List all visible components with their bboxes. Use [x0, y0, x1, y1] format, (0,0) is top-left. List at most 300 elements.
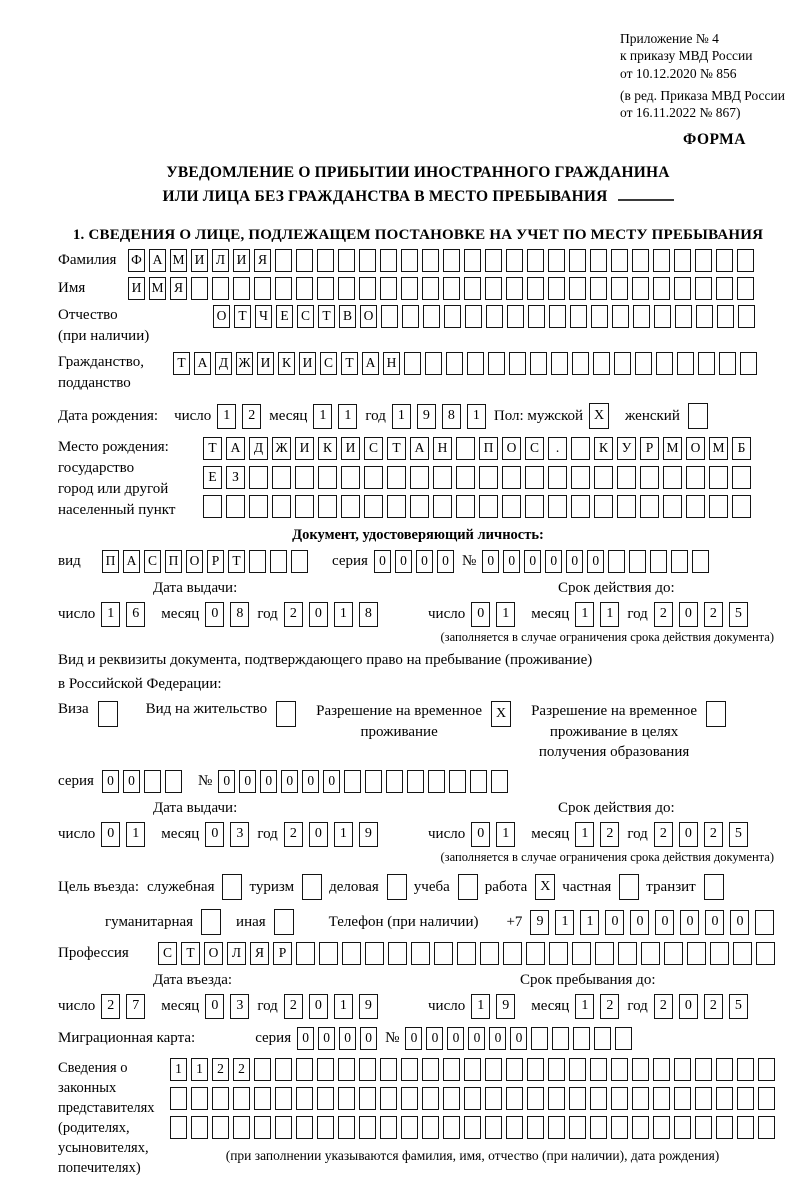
char-cell[interactable]: 0	[468, 1027, 485, 1050]
char-cell[interactable]: 1	[575, 994, 594, 1019]
char-cell[interactable]	[212, 277, 229, 300]
char-cell[interactable]	[611, 1087, 628, 1110]
char-cell[interactable]	[709, 466, 728, 489]
char-cell[interactable]: 0	[297, 1027, 314, 1050]
char-cell[interactable]	[479, 495, 498, 518]
char-cell[interactable]: 1	[392, 404, 411, 429]
char-cell[interactable]	[486, 305, 503, 328]
char-cell[interactable]: 0	[482, 550, 499, 573]
char-cell[interactable]: 0	[510, 1027, 527, 1050]
char-cell[interactable]	[464, 1087, 481, 1110]
char-cell[interactable]: М	[149, 277, 166, 300]
char-cell[interactable]	[456, 466, 475, 489]
char-cell[interactable]: С	[525, 437, 544, 460]
char-cell[interactable]	[338, 277, 355, 300]
char-cell[interactable]: 0	[339, 1027, 356, 1050]
char-cell[interactable]: 5	[729, 822, 748, 847]
char-cell[interactable]	[344, 770, 361, 793]
char-cell[interactable]	[696, 305, 713, 328]
char-cell[interactable]	[443, 1058, 460, 1081]
char-cell[interactable]: 2	[284, 822, 303, 847]
char-cell[interactable]: Т	[173, 352, 190, 375]
char-cell[interactable]: 9	[359, 994, 378, 1019]
char-cell[interactable]: 0	[205, 994, 224, 1019]
char-cell[interactable]	[317, 1087, 334, 1110]
char-cell[interactable]	[434, 942, 453, 965]
char-cell[interactable]	[531, 1027, 548, 1050]
char-cell[interactable]	[594, 495, 613, 518]
char-cell[interactable]	[548, 249, 565, 272]
char-cell[interactable]	[319, 942, 338, 965]
char-cell[interactable]	[719, 352, 736, 375]
char-cell[interactable]: Ч	[255, 305, 272, 328]
char-cell[interactable]	[422, 1087, 439, 1110]
char-cell[interactable]	[423, 305, 440, 328]
char-cell[interactable]: 1	[334, 994, 353, 1019]
purpose-humanitarian-checkbox[interactable]	[201, 909, 221, 935]
char-cell[interactable]	[443, 1116, 460, 1139]
char-cell[interactable]: 1	[334, 602, 353, 627]
char-cell[interactable]: 0	[426, 1027, 443, 1050]
char-cell[interactable]: 5	[729, 994, 748, 1019]
char-cell[interactable]	[170, 1116, 187, 1139]
char-cell[interactable]	[506, 249, 523, 272]
char-cell[interactable]	[569, 249, 586, 272]
char-cell[interactable]	[386, 770, 403, 793]
char-cell[interactable]	[479, 466, 498, 489]
char-cell[interactable]	[569, 1116, 586, 1139]
char-cell[interactable]: 8	[442, 404, 461, 429]
char-cell[interactable]	[629, 550, 646, 573]
char-cell[interactable]: К	[318, 437, 337, 460]
char-cell[interactable]	[359, 277, 376, 300]
purpose-commercial-checkbox[interactable]	[387, 874, 407, 900]
char-cell[interactable]: 2	[600, 994, 619, 1019]
char-cell[interactable]	[755, 910, 774, 935]
char-cell[interactable]: 0	[323, 770, 340, 793]
char-cell[interactable]	[338, 1058, 355, 1081]
char-cell[interactable]	[401, 277, 418, 300]
char-cell[interactable]: 0	[447, 1027, 464, 1050]
char-cell[interactable]: О	[204, 942, 223, 965]
char-cell[interactable]	[254, 1087, 271, 1110]
char-cell[interactable]: 0	[281, 770, 298, 793]
char-cell[interactable]	[527, 277, 544, 300]
char-cell[interactable]	[270, 550, 287, 573]
char-cell[interactable]: 8	[359, 602, 378, 627]
char-cell[interactable]	[571, 466, 590, 489]
char-cell[interactable]	[233, 1116, 250, 1139]
char-cell[interactable]	[709, 495, 728, 518]
char-cell[interactable]	[710, 942, 729, 965]
char-cell[interactable]: Т	[181, 942, 200, 965]
char-cell[interactable]: Е	[203, 466, 222, 489]
char-cell[interactable]	[530, 352, 547, 375]
char-cell[interactable]: М	[663, 437, 682, 460]
char-cell[interactable]: 1	[575, 822, 594, 847]
char-cell[interactable]	[717, 305, 734, 328]
char-cell[interactable]: 0	[302, 770, 319, 793]
char-cell[interactable]	[422, 1116, 439, 1139]
char-cell[interactable]	[692, 550, 709, 573]
char-cell[interactable]	[275, 277, 292, 300]
char-cell[interactable]: 1	[338, 404, 357, 429]
char-cell[interactable]	[758, 1087, 775, 1110]
char-cell[interactable]: И	[233, 249, 250, 272]
char-cell[interactable]: 2	[284, 602, 303, 627]
char-cell[interactable]	[654, 305, 671, 328]
char-cell[interactable]: Т	[318, 305, 335, 328]
char-cell[interactable]: 2	[704, 822, 723, 847]
char-cell[interactable]	[653, 1058, 670, 1081]
char-cell[interactable]: Т	[341, 352, 358, 375]
char-cell[interactable]	[525, 466, 544, 489]
char-cell[interactable]: С	[364, 437, 383, 460]
char-cell[interactable]	[686, 466, 705, 489]
purpose-private-checkbox[interactable]	[619, 874, 639, 900]
char-cell[interactable]	[548, 1087, 565, 1110]
purpose-transit-checkbox[interactable]	[704, 874, 724, 900]
char-cell[interactable]	[738, 305, 755, 328]
char-cell[interactable]	[275, 1087, 292, 1110]
char-cell[interactable]: Р	[207, 550, 224, 573]
char-cell[interactable]: 0	[374, 550, 391, 573]
char-cell[interactable]: 0	[102, 770, 119, 793]
char-cell[interactable]	[733, 942, 752, 965]
char-cell[interactable]	[716, 249, 733, 272]
char-cell[interactable]	[295, 466, 314, 489]
char-cell[interactable]	[456, 437, 475, 460]
char-cell[interactable]: 0	[437, 550, 454, 573]
char-cell[interactable]	[617, 495, 636, 518]
char-cell[interactable]	[635, 352, 652, 375]
char-cell[interactable]	[632, 1058, 649, 1081]
char-cell[interactable]: С	[297, 305, 314, 328]
char-cell[interactable]	[571, 437, 590, 460]
char-cell[interactable]	[380, 1116, 397, 1139]
char-cell[interactable]	[737, 1087, 754, 1110]
char-cell[interactable]: Н	[383, 352, 400, 375]
char-cell[interactable]: А	[123, 550, 140, 573]
char-cell[interactable]	[380, 277, 397, 300]
char-cell[interactable]	[695, 277, 712, 300]
char-cell[interactable]	[716, 1087, 733, 1110]
char-cell[interactable]	[571, 495, 590, 518]
char-cell[interactable]: 1	[191, 1058, 208, 1081]
char-cell[interactable]	[640, 495, 659, 518]
char-cell[interactable]	[410, 466, 429, 489]
char-cell[interactable]: А	[194, 352, 211, 375]
char-cell[interactable]	[338, 249, 355, 272]
char-cell[interactable]	[401, 1116, 418, 1139]
char-cell[interactable]: П	[165, 550, 182, 573]
char-cell[interactable]	[387, 495, 406, 518]
char-cell[interactable]	[695, 1116, 712, 1139]
char-cell[interactable]: Р	[640, 437, 659, 460]
char-cell[interactable]	[491, 770, 508, 793]
char-cell[interactable]	[674, 1058, 691, 1081]
char-cell[interactable]: 0	[503, 550, 520, 573]
char-cell[interactable]: 9	[417, 404, 436, 429]
char-cell[interactable]	[671, 550, 688, 573]
char-cell[interactable]: 1	[555, 910, 574, 935]
char-cell[interactable]	[275, 1116, 292, 1139]
char-cell[interactable]: В	[339, 305, 356, 328]
char-cell[interactable]: Я	[254, 249, 271, 272]
char-cell[interactable]	[502, 466, 521, 489]
char-cell[interactable]	[359, 249, 376, 272]
char-cell[interactable]: П	[102, 550, 119, 573]
char-cell[interactable]	[650, 550, 667, 573]
char-cell[interactable]	[698, 352, 715, 375]
char-cell[interactable]	[191, 1116, 208, 1139]
char-cell[interactable]: Л	[212, 249, 229, 272]
char-cell[interactable]	[632, 249, 649, 272]
char-cell[interactable]: 0	[679, 994, 698, 1019]
char-cell[interactable]: 2	[704, 994, 723, 1019]
char-cell[interactable]: 0	[309, 822, 328, 847]
char-cell[interactable]: 0	[605, 910, 624, 935]
char-cell[interactable]	[677, 352, 694, 375]
char-cell[interactable]: 0	[680, 910, 699, 935]
char-cell[interactable]	[485, 249, 502, 272]
char-cell[interactable]: У	[617, 437, 636, 460]
char-cell[interactable]: Т	[387, 437, 406, 460]
char-cell[interactable]	[551, 352, 568, 375]
char-cell[interactable]	[663, 495, 682, 518]
char-cell[interactable]: 0	[679, 602, 698, 627]
char-cell[interactable]: И	[257, 352, 274, 375]
char-cell[interactable]: 0	[123, 770, 140, 793]
char-cell[interactable]: 1	[170, 1058, 187, 1081]
char-cell[interactable]	[615, 1027, 632, 1050]
char-cell[interactable]: 0	[730, 910, 749, 935]
char-cell[interactable]	[686, 495, 705, 518]
char-cell[interactable]	[758, 1116, 775, 1139]
char-cell[interactable]	[590, 1058, 607, 1081]
char-cell[interactable]: Ж	[272, 437, 291, 460]
char-cell[interactable]	[675, 305, 692, 328]
char-cell[interactable]	[296, 1087, 313, 1110]
char-cell[interactable]	[527, 1058, 544, 1081]
char-cell[interactable]	[527, 1116, 544, 1139]
char-cell[interactable]	[401, 1058, 418, 1081]
purpose-tourism-checkbox[interactable]	[302, 874, 322, 900]
char-cell[interactable]	[402, 305, 419, 328]
char-cell[interactable]: О	[360, 305, 377, 328]
char-cell[interactable]	[422, 1058, 439, 1081]
char-cell[interactable]	[249, 495, 268, 518]
char-cell[interactable]: А	[410, 437, 429, 460]
char-cell[interactable]: А	[226, 437, 245, 460]
char-cell[interactable]	[464, 1058, 481, 1081]
char-cell[interactable]	[653, 277, 670, 300]
char-cell[interactable]	[410, 495, 429, 518]
char-cell[interactable]	[317, 1058, 334, 1081]
char-cell[interactable]	[503, 942, 522, 965]
char-cell[interactable]	[388, 942, 407, 965]
char-cell[interactable]	[653, 1116, 670, 1139]
temp-residence-checkbox[interactable]: X	[491, 701, 511, 727]
char-cell[interactable]	[632, 277, 649, 300]
char-cell[interactable]: О	[686, 437, 705, 460]
char-cell[interactable]: 9	[530, 910, 549, 935]
char-cell[interactable]	[422, 277, 439, 300]
char-cell[interactable]: З	[226, 466, 245, 489]
char-cell[interactable]: 0	[405, 1027, 422, 1050]
char-cell[interactable]	[485, 1058, 502, 1081]
char-cell[interactable]	[381, 305, 398, 328]
char-cell[interactable]: 1	[496, 602, 515, 627]
char-cell[interactable]: О	[186, 550, 203, 573]
char-cell[interactable]: С	[158, 942, 177, 965]
char-cell[interactable]	[614, 352, 631, 375]
char-cell[interactable]	[595, 942, 614, 965]
char-cell[interactable]	[433, 466, 452, 489]
purpose-other-checkbox[interactable]	[274, 909, 294, 935]
char-cell[interactable]	[653, 1087, 670, 1110]
char-cell[interactable]: 0	[679, 822, 698, 847]
char-cell[interactable]	[470, 770, 487, 793]
char-cell[interactable]	[527, 1087, 544, 1110]
char-cell[interactable]	[732, 495, 751, 518]
char-cell[interactable]: Ф	[128, 249, 145, 272]
char-cell[interactable]	[341, 466, 360, 489]
char-cell[interactable]: 0	[360, 1027, 377, 1050]
char-cell[interactable]: С	[320, 352, 337, 375]
char-cell[interactable]: 0	[630, 910, 649, 935]
char-cell[interactable]	[737, 1058, 754, 1081]
char-cell[interactable]	[594, 466, 613, 489]
char-cell[interactable]	[212, 1087, 229, 1110]
char-cell[interactable]: 0	[471, 602, 490, 627]
char-cell[interactable]: И	[295, 437, 314, 460]
char-cell[interactable]	[737, 277, 754, 300]
char-cell[interactable]	[632, 1087, 649, 1110]
char-cell[interactable]	[502, 495, 521, 518]
char-cell[interactable]: К	[278, 352, 295, 375]
char-cell[interactable]	[480, 942, 499, 965]
char-cell[interactable]	[428, 770, 445, 793]
char-cell[interactable]: П	[479, 437, 498, 460]
char-cell[interactable]: 0	[524, 550, 541, 573]
char-cell[interactable]: 0	[587, 550, 604, 573]
char-cell[interactable]	[590, 277, 607, 300]
char-cell[interactable]: Д	[249, 437, 268, 460]
char-cell[interactable]: 0	[489, 1027, 506, 1050]
char-cell[interactable]: Т	[228, 550, 245, 573]
char-cell[interactable]: 3	[230, 994, 249, 1019]
char-cell[interactable]	[611, 1116, 628, 1139]
char-cell[interactable]: 7	[126, 994, 145, 1019]
char-cell[interactable]: Р	[273, 942, 292, 965]
char-cell[interactable]: 2	[704, 602, 723, 627]
char-cell[interactable]: 0	[309, 602, 328, 627]
char-cell[interactable]: 2	[284, 994, 303, 1019]
char-cell[interactable]: 2	[654, 822, 673, 847]
char-cell[interactable]	[593, 352, 610, 375]
char-cell[interactable]	[641, 942, 660, 965]
char-cell[interactable]	[548, 277, 565, 300]
char-cell[interactable]: 0	[416, 550, 433, 573]
char-cell[interactable]	[716, 1058, 733, 1081]
char-cell[interactable]	[506, 277, 523, 300]
char-cell[interactable]	[663, 466, 682, 489]
char-cell[interactable]: 9	[359, 822, 378, 847]
char-cell[interactable]: 2	[233, 1058, 250, 1081]
char-cell[interactable]	[506, 1116, 523, 1139]
char-cell[interactable]	[732, 466, 751, 489]
char-cell[interactable]	[380, 1058, 397, 1081]
char-cell[interactable]	[656, 352, 673, 375]
char-cell[interactable]: Я	[170, 277, 187, 300]
char-cell[interactable]: 2	[654, 994, 673, 1019]
char-cell[interactable]: 2	[654, 602, 673, 627]
char-cell[interactable]	[674, 1116, 691, 1139]
char-cell[interactable]	[272, 466, 291, 489]
char-cell[interactable]	[464, 1116, 481, 1139]
char-cell[interactable]	[144, 770, 161, 793]
char-cell[interactable]	[203, 495, 222, 518]
char-cell[interactable]	[617, 466, 636, 489]
char-cell[interactable]: 0	[545, 550, 562, 573]
char-cell[interactable]	[590, 249, 607, 272]
char-cell[interactable]	[611, 249, 628, 272]
char-cell[interactable]	[295, 495, 314, 518]
char-cell[interactable]	[456, 495, 475, 518]
char-cell[interactable]	[488, 352, 505, 375]
char-cell[interactable]	[653, 249, 670, 272]
char-cell[interactable]	[249, 466, 268, 489]
char-cell[interactable]	[387, 466, 406, 489]
char-cell[interactable]: С	[144, 550, 161, 573]
char-cell[interactable]	[226, 495, 245, 518]
char-cell[interactable]: 0	[318, 1027, 335, 1050]
char-cell[interactable]	[364, 466, 383, 489]
char-cell[interactable]	[506, 1058, 523, 1081]
char-cell[interactable]: 9	[496, 994, 515, 1019]
char-cell[interactable]: 0	[471, 822, 490, 847]
char-cell[interactable]	[338, 1116, 355, 1139]
char-cell[interactable]: 0	[239, 770, 256, 793]
char-cell[interactable]	[212, 1116, 229, 1139]
char-cell[interactable]	[611, 1058, 628, 1081]
char-cell[interactable]	[674, 1087, 691, 1110]
char-cell[interactable]	[191, 1087, 208, 1110]
char-cell[interactable]: И	[128, 277, 145, 300]
char-cell[interactable]: 1	[580, 910, 599, 935]
char-cell[interactable]	[509, 352, 526, 375]
char-cell[interactable]	[296, 942, 315, 965]
char-cell[interactable]	[549, 942, 568, 965]
char-cell[interactable]	[342, 942, 361, 965]
char-cell[interactable]	[664, 942, 683, 965]
char-cell[interactable]	[401, 1087, 418, 1110]
char-cell[interactable]: 2	[212, 1058, 229, 1081]
char-cell[interactable]	[548, 1116, 565, 1139]
char-cell[interactable]	[695, 1087, 712, 1110]
char-cell[interactable]	[359, 1058, 376, 1081]
char-cell[interactable]	[317, 277, 334, 300]
char-cell[interactable]	[407, 770, 424, 793]
char-cell[interactable]: Т	[203, 437, 222, 460]
char-cell[interactable]	[465, 305, 482, 328]
char-cell[interactable]	[401, 249, 418, 272]
char-cell[interactable]: 0	[205, 602, 224, 627]
char-cell[interactable]	[364, 495, 383, 518]
sex-male-checkbox[interactable]: X	[589, 403, 609, 429]
char-cell[interactable]: К	[594, 437, 613, 460]
